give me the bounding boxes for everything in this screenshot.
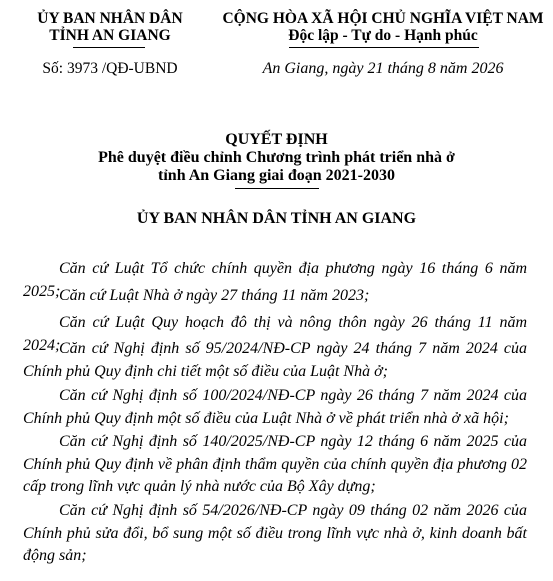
decision-subtitle-line1: Phê duyệt điều chỉnh Chương trình phát triển nhà ở bbox=[98, 149, 455, 166]
legal-basis-4: Căn cứ Nghị định số 95/2024/NĐ-CP ngày 24 tháng 7 năm 2024 của Chính phủ Quy định chi tiết một số điều của Luật Nhà ở; bbox=[23, 340, 527, 380]
legal-basis-6: Căn cứ Nghị định số 140/2025/NĐ-CP ngày 12 tháng 6 năm 2025 của Chính phủ Quy định về phân định thẩm quyền của chính quyền địa phương 02 cấp trong lĩnh vực quản lý nhà nước của Bộ Xây dựng; bbox=[23, 433, 527, 496]
document-number: Số: 3973 /QĐ-UBND bbox=[42, 60, 178, 77]
legal-basis-5: Căn cứ Nghị định số 100/2024/NĐ-CP ngày 26 tháng 7 năm 2024 của Chính phủ Quy định một số điều của Luật Nhà ở về phát triển nhà ở xã hội; bbox=[23, 387, 527, 427]
agency-underline bbox=[73, 47, 145, 48]
authority-heading: ỦY BAN NHÂN DÂN TỈNH AN GIANG bbox=[136, 210, 417, 227]
decision-heading: QUYẾT ĐỊNH bbox=[225, 131, 328, 148]
legal-basis-2: Căn cứ Luật Nhà ở ngày 27 tháng 11 năm 2023; bbox=[59, 287, 370, 304]
legal-basis-1: Căn cứ Luật Tổ chức chính quyền địa phương ngày 16 tháng 6 năm 2025; bbox=[23, 260, 527, 300]
issuing-agency-line2: TỈNH AN GIANG bbox=[49, 27, 171, 44]
decision-subtitle-line2: tỉnh An Giang giai đoạn 2021-2030 bbox=[158, 167, 395, 184]
place-and-date: An Giang, ngày 21 tháng 8 năm 2026 bbox=[262, 60, 504, 77]
legal-basis-7: Căn cứ Nghị định số 54/2026/NĐ-CP ngày 09 tháng 02 năm 2026 của Chính phủ sửa đổi, bổ sung một số điều trong lĩnh vực nhà ở, kinh doanh bất động sản; bbox=[23, 502, 527, 565]
title-underline bbox=[235, 188, 319, 189]
legal-basis-3: Căn cứ Luật Quy hoạch đô thị và nông thôn ngày 26 tháng 11 năm 2024; bbox=[23, 314, 527, 354]
national-title: CỘNG HÒA XÃ HỘI CHỦ NGHĨA VIỆT NAM bbox=[222, 10, 544, 27]
motto-underline bbox=[289, 47, 479, 48]
national-motto: Độc lập - Tự do - Hạnh phúc bbox=[288, 27, 478, 44]
issuing-agency-line1: ỦY BAN NHÂN DÂN bbox=[37, 10, 183, 27]
